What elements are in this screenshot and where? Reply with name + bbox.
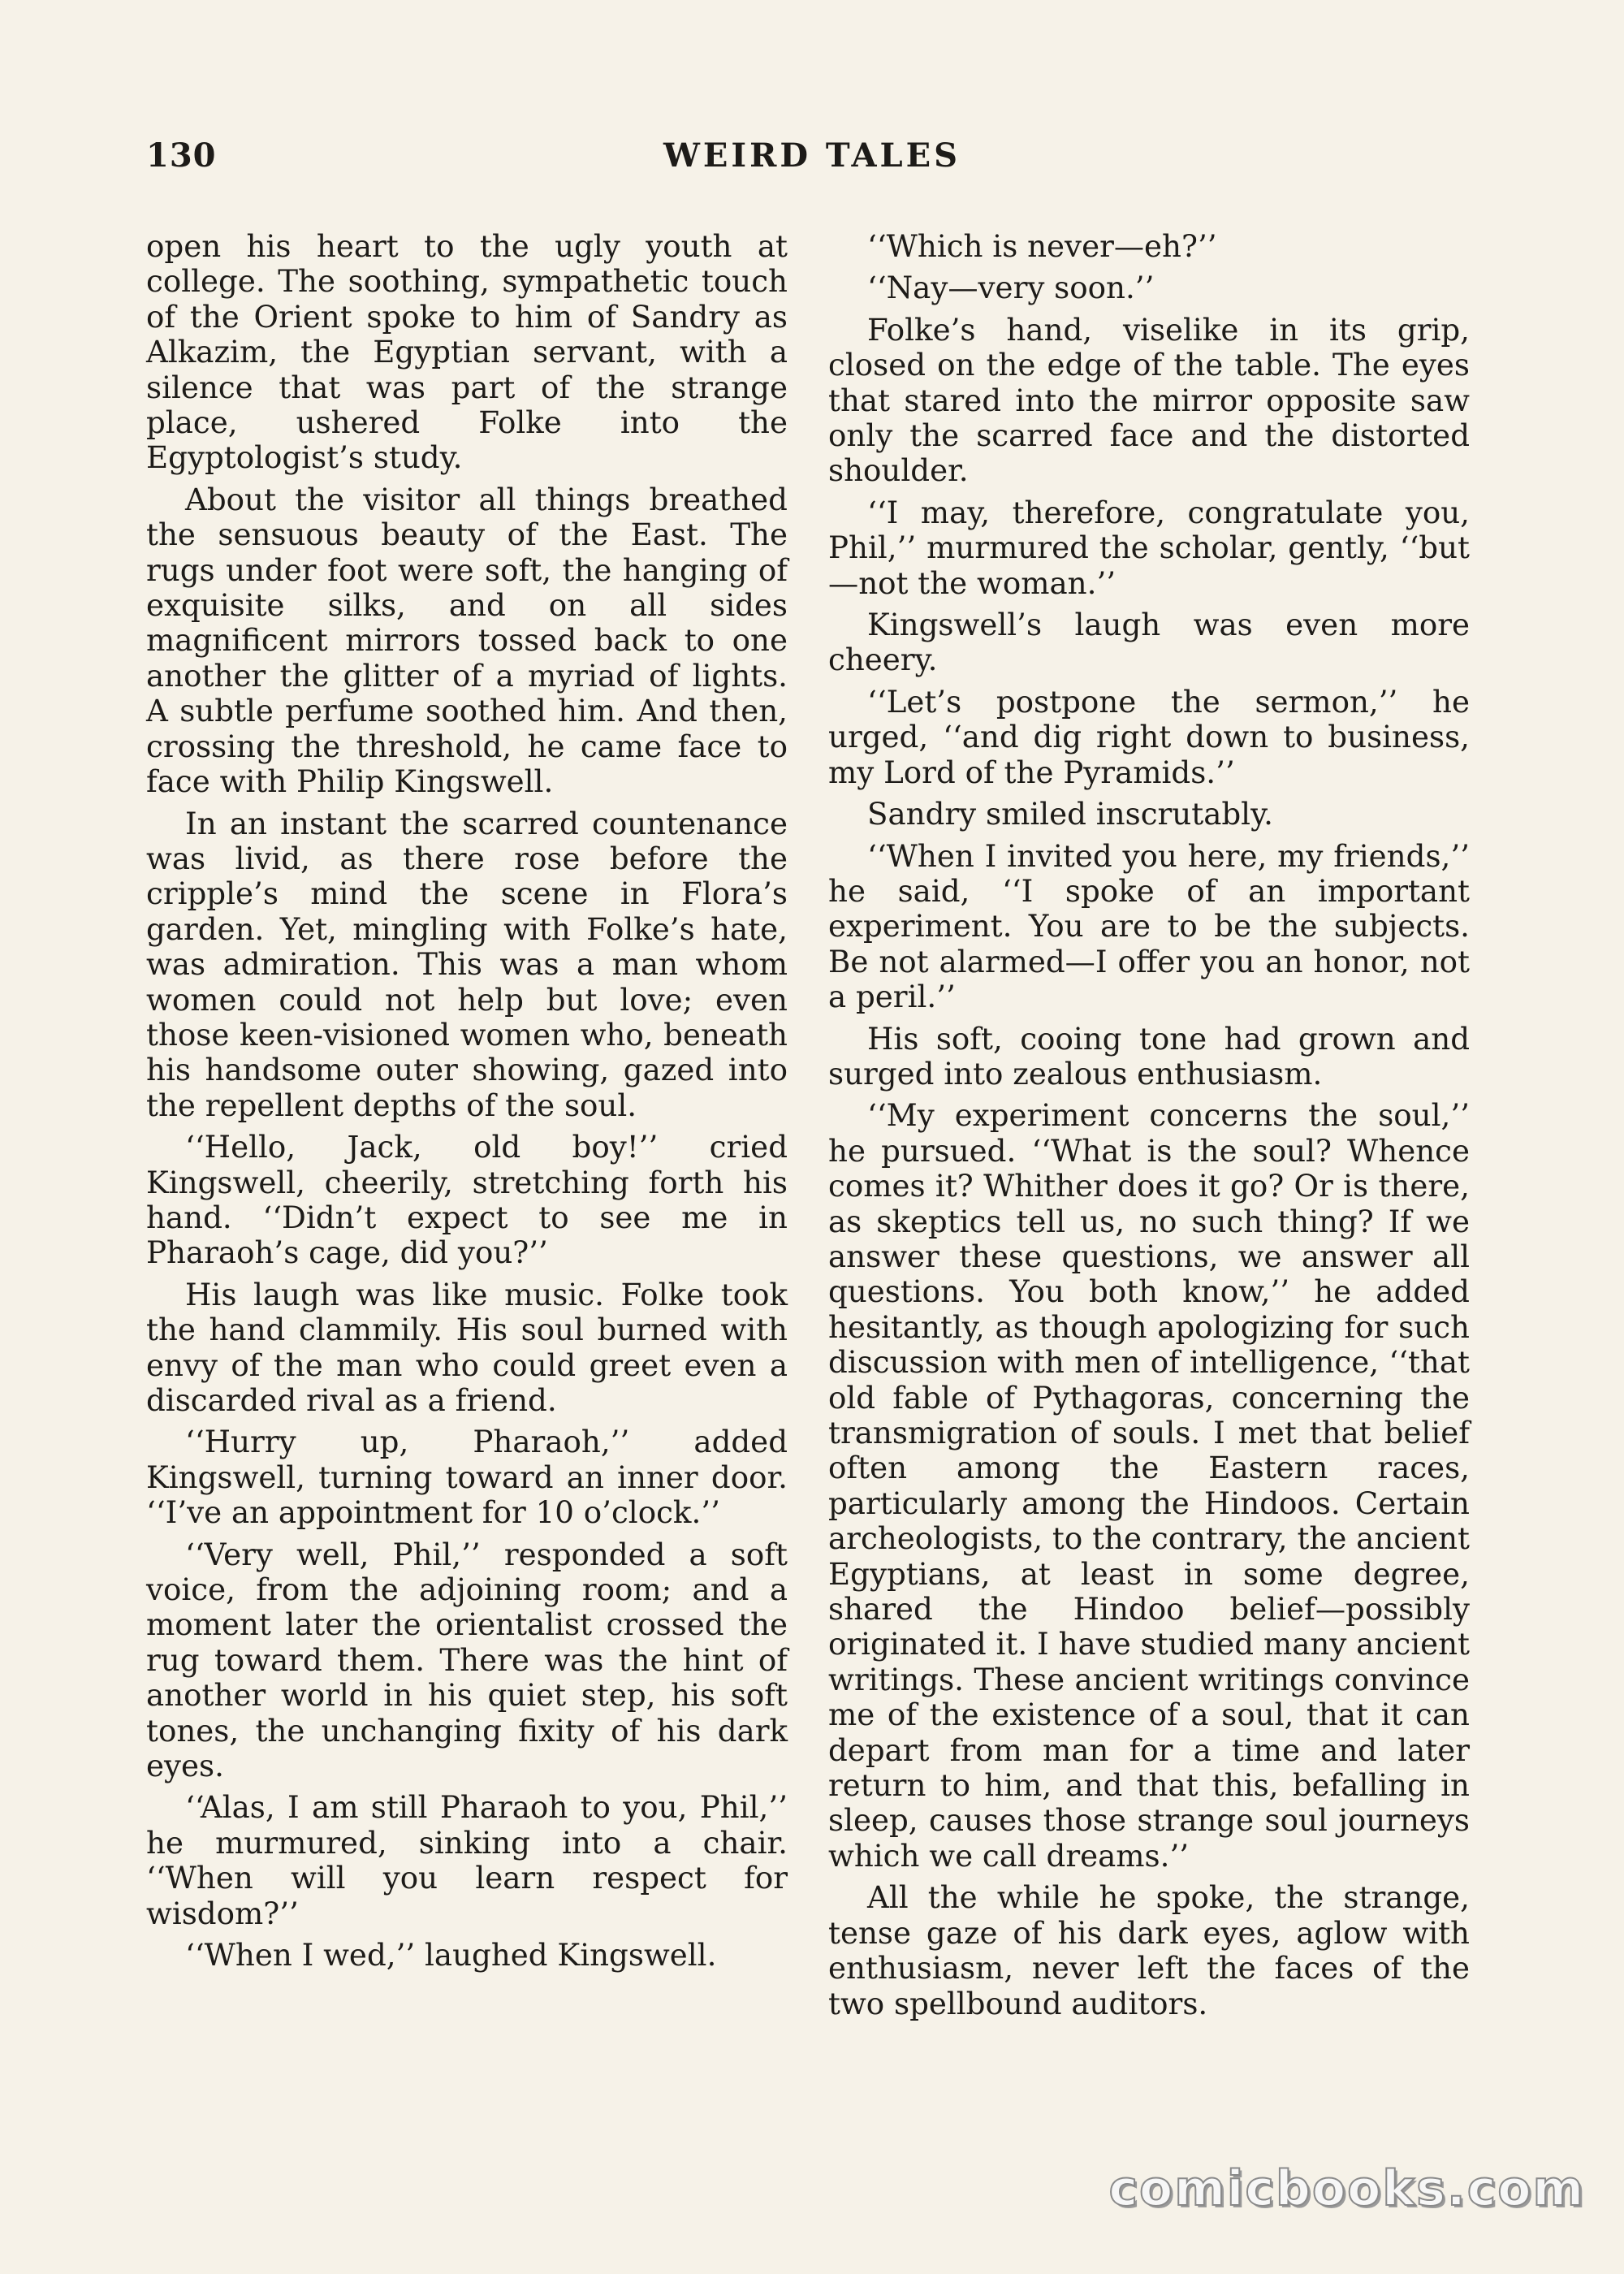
paragraph: ‘‘When I wed,’’ laughed Kingswell. — [185, 1937, 717, 1974]
paragraph: His laugh was like music. Folke took the hand clammily. His soul burned with envy of the man who could greet even a discarded rival as a friend. — [146, 1276, 788, 1418]
running-title: WEIRD TALES — [663, 136, 961, 175]
left-column — [146, 229, 788, 1980]
paragraph: ‘‘Nay—very soon.’’ — [867, 270, 1155, 306]
page-header — [146, 136, 1478, 185]
paragraph: ‘‘Hurry up, Pharaoh,’’ added Kingswell, turning toward an inner door. ‘‘I’ve an appointment for 10 o’clock.’’ — [146, 1424, 788, 1531]
paragraph: ‘‘When I invited you here, my friends,’’ he said, ‘‘I spoke of an important experiment. You are to be the subjects. Be not alarmed—I offer you an honor, not a peril.’’ — [828, 837, 1470, 1015]
paragraph: ‘‘Very well, Phil,’’ responded a soft voice, from the adjoining room; and a moment later the orientalist crossed the rug toward them. There was the hint of another world in his quiet step, his soft tones, the unchanging fixity of his dark eyes. — [146, 1536, 788, 1784]
paragraph: His soft, cooing tone had grown and surged into zealous enthusiasm. — [828, 1020, 1470, 1092]
paragraph: In an instant the scarred countenance was livid, as there rose before the cripple’s mind the scene in Flora’s garden. Yet, mingling with Folke’s hate, was admiration. This was a man whom women could not help but love; even those keen-visioned women who, beneath his handsome outer showing, gazed into the repellent depths of the soul. — [146, 805, 788, 1123]
paragraph: ‘‘I may, therefore, congratulate you, Phil,’’ murmured the scholar, gently, ‘‘but—not the woman.’’ — [828, 494, 1470, 601]
page-number: 130 — [146, 136, 217, 175]
paragraph: ‘‘Which is never—eh?’’ — [867, 228, 1217, 264]
watermark-logo: comicbooks.com — [1108, 2160, 1585, 2217]
paragraph: ‘‘Let’s postpone the sermon,’’ he urged, ‘‘and dig right down to business, my Lord of the Pyramids.’’ — [828, 683, 1470, 790]
paragraph: ‘‘Hello, Jack, old boy!’’ cried Kingswell, cheerily, stretching forth his hand. ‘‘Didn’t expect to see me in Pharaoh’s cage, did you?’’ — [146, 1129, 788, 1271]
paragraph: About the visitor all things breathed the sensuous beauty of the East. The rugs under foot were soft, the hanging of exquisite silks, and on all sides magnificent mirrors tossed back to one another the glitter of a myriad of lights. A subtle perfume soothed him. And then, crossing the threshold, he came face to face with Philip Kingswell. — [146, 481, 788, 800]
paragraph: ‘‘Alas, I am still Pharaoh to you, Phil,’’ he murmured, sinking into a chair. ‘‘When will you learn respect for wisdom?’’ — [146, 1789, 788, 1931]
right-column — [828, 229, 1470, 2028]
paragraph: Sandry smiled inscrutably. — [867, 796, 1273, 832]
paragraph: Folke’s hand, viselike in its grip, closed on the edge of the table. The eyes that stared into the mirror opposite saw only the scarred face and the distorted shoulder. — [828, 311, 1470, 489]
paragraph: ‘‘My experiment concerns the soul,’’ he pursued. ‘‘What is the soul? Whence comes it? Whither does it go? Or is there, as skeptics tell us, no such thing? If we answer these questions, we answer all questions. You both know,’’ he added hesitantly, as though apologizing for such discussion with men of intelligence, ‘‘that old fable of Pythagoras, concerning the transmigration of souls. I met that belief often among the Eastern races, particularly among the Hindoos. Certain archeologists, to the contrary, the ancient Egyptians, at least in some degree, shared the Hindoo belief—possibly originated it. I have studied many ancient writings. These ancient writings convince me of the existence of a soul, that it can depart from man for a time and later return to him, and that this, befalling in sleep, causes those strange soul journeys which we call dreams.’’ — [828, 1097, 1470, 1874]
paragraph: Kingswell’s laugh was even more cheery. — [828, 607, 1470, 678]
paragraph: open his heart to the ugly youth at college. The soothing, sympathetic touch of the Orient spoke to him of Sandry as Alkazim, the Egyptian servant, with a silence that was part of the strange place, ushered Folke into the Egyptologist’s study. — [146, 228, 788, 476]
paragraph: All the while he spoke, the strange, tense gaze of his dark eyes, aglow with enthusiasm, never left the faces of the two spellbound auditors. — [828, 1879, 1470, 2021]
